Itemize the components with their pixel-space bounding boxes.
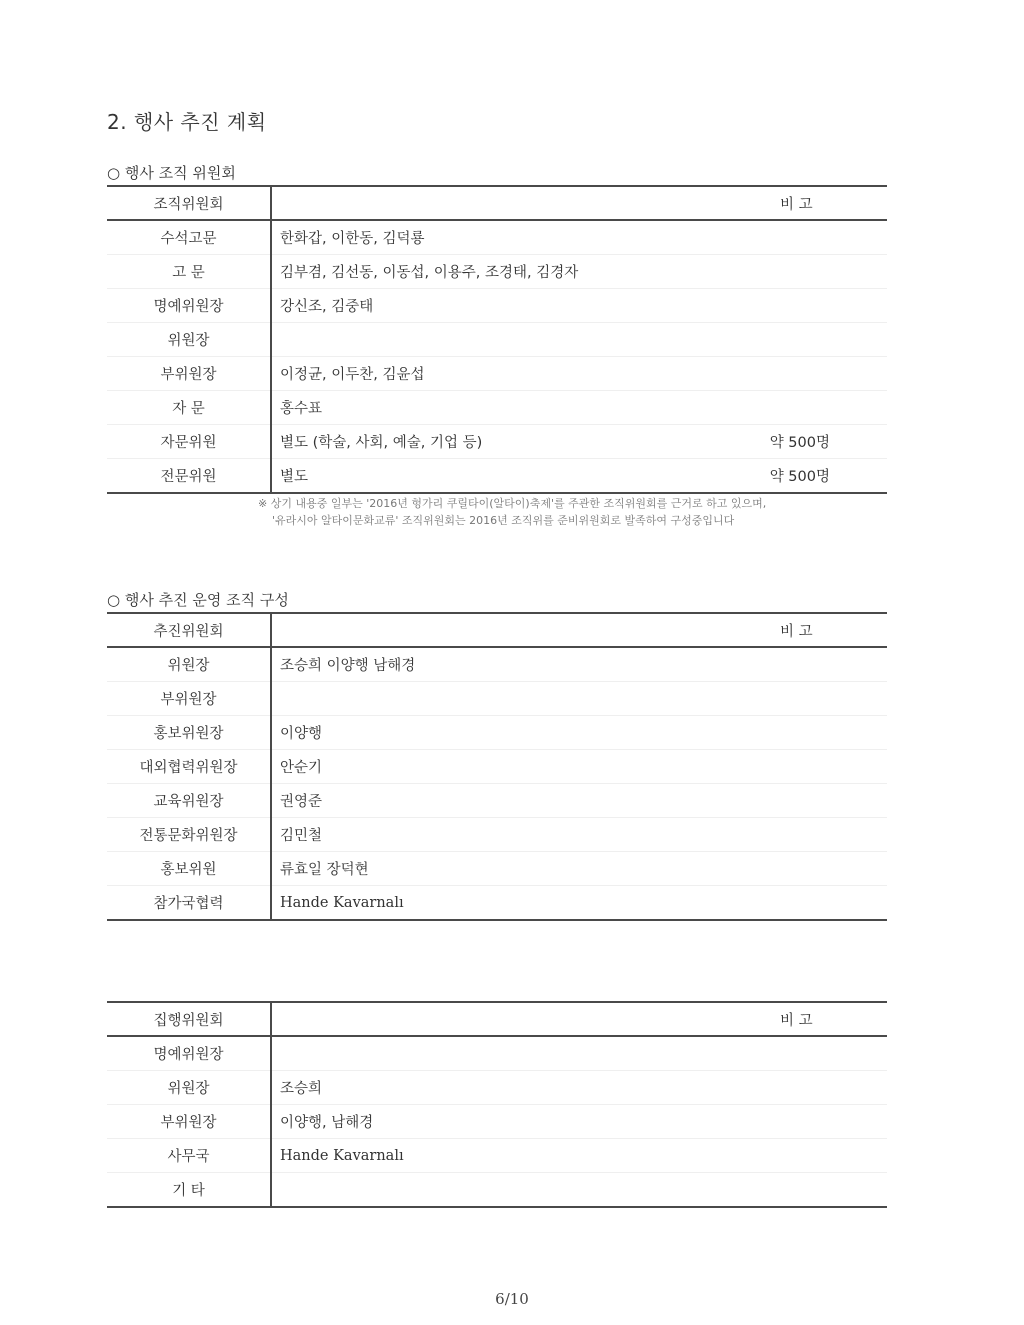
- header-blank: [271, 613, 714, 647]
- names-cell: [271, 1139, 887, 1173]
- table-row: [107, 220, 887, 255]
- header-note: 비 고: [714, 186, 887, 220]
- names-cell: [271, 886, 887, 921]
- table-row: [107, 647, 887, 682]
- role-cell: 자문위원: [107, 425, 271, 459]
- header-committee: 집행위원회: [107, 1002, 271, 1036]
- table-row: [107, 1036, 887, 1071]
- footnote-line-2: '유라시아 알타이문화교류' 조직위원회는 2016년 조직위를 준비위원회로 발족하여 구성중입니다: [272, 514, 735, 527]
- organizing-committee-table: [107, 185, 887, 494]
- section-title: 2. 행사 추진 계획: [107, 110, 267, 134]
- names-cell: 권영준: [271, 784, 887, 818]
- role-cell: 위원장: [107, 323, 271, 357]
- names-cell: 이양행: [271, 716, 887, 750]
- table-row: [107, 886, 887, 921]
- table-row: [107, 1071, 887, 1105]
- promotion-committee-table: [107, 612, 887, 921]
- table-row: [107, 391, 887, 425]
- note-cell: [714, 391, 887, 425]
- footnote-line-1: ※ 상기 내용중 일부는 '2016년 헝가리 쿠릴타이(알타이)축제'를 주관한 조직위원회를 근거로 하고 있으며,: [258, 497, 767, 510]
- names-cell: 강신조, 김중태: [271, 289, 714, 323]
- table-row: [107, 459, 887, 494]
- header-committee: 조직위원회: [107, 186, 271, 220]
- names-cell: [271, 323, 714, 357]
- promotion-subhead: ○ 행사 추진 운영 조직 구성: [107, 591, 289, 609]
- table-row: [107, 852, 887, 886]
- role-cell: 홍보위원장: [107, 716, 271, 750]
- role-cell: 부위원장: [107, 682, 271, 716]
- note-cell: [714, 357, 887, 391]
- header-committee: 추진위원회: [107, 613, 271, 647]
- role-cell: 고 문: [107, 255, 271, 289]
- table-header-row: [107, 613, 887, 647]
- role-cell: 수석고문: [107, 220, 271, 255]
- names-cell: [271, 1173, 887, 1208]
- header-blank: [271, 186, 714, 220]
- role-cell: 참가국협력: [107, 886, 271, 921]
- footnote: [258, 495, 766, 529]
- role-cell: 부위원장: [107, 357, 271, 391]
- table-row: [107, 425, 887, 459]
- executive-committee-table: [107, 1001, 887, 1208]
- table-header-row: [107, 1002, 887, 1036]
- names-cell: 김민철: [271, 818, 887, 852]
- role-cell: 교육위원장: [107, 784, 271, 818]
- names-cell: 안순기: [271, 750, 887, 784]
- table-row: [107, 784, 887, 818]
- table-row: [107, 1173, 887, 1208]
- table-row: [107, 289, 887, 323]
- role-cell: 명예위원장: [107, 1036, 271, 1071]
- role-cell: 전문위원: [107, 459, 271, 494]
- names-cell: 별도 (학술, 사회, 예술, 기업 등): [271, 425, 714, 459]
- names-cell: 홍수표: [271, 391, 714, 425]
- role-cell: 부위원장: [107, 1105, 271, 1139]
- table-row: [107, 1105, 887, 1139]
- role-cell: 위원장: [107, 1071, 271, 1105]
- names-cell: 김부겸, 김선동, 이동섭, 이용주, 조경태, 김경자: [271, 255, 714, 289]
- table-row: [107, 716, 887, 750]
- note-cell: [714, 255, 887, 289]
- table-row: [107, 818, 887, 852]
- header-note: 비 고: [714, 1002, 887, 1036]
- note-cell: 약 500명: [714, 425, 887, 459]
- role-cell: 기 타: [107, 1173, 271, 1208]
- names-cell: 조승희: [271, 1071, 887, 1105]
- names-cell: 이양행, 남해경: [271, 1105, 887, 1139]
- page-number: 6/10: [495, 1290, 529, 1308]
- committee-subhead: ○ 행사 조직 위원회: [107, 164, 236, 182]
- role-cell: 명예위원장: [107, 289, 271, 323]
- note-cell: [714, 289, 887, 323]
- names-cell: 이정균, 이두찬, 김윤섭: [271, 357, 714, 391]
- names-cell: [271, 682, 887, 716]
- role-cell: 홍보위원: [107, 852, 271, 886]
- role-cell: 대외협력위원장: [107, 750, 271, 784]
- names-cell: 한화갑, 이한동, 김덕룡: [271, 220, 714, 255]
- names-cell: 조승희 이양행 남해경: [271, 647, 887, 682]
- role-cell: 전통문화위원장: [107, 818, 271, 852]
- note-cell: [714, 323, 887, 357]
- table-row: [107, 255, 887, 289]
- role-cell: 위원장: [107, 647, 271, 682]
- header-blank: [271, 1002, 714, 1036]
- role-cell: 사무국: [107, 1139, 271, 1173]
- table-row: [107, 682, 887, 716]
- table-header-row: [107, 186, 887, 220]
- names-latin: Hande Kavarnalı: [280, 1147, 404, 1164]
- header-note: 비 고: [714, 613, 887, 647]
- table-row: [107, 357, 887, 391]
- names-latin: Hande Kavarnalı: [280, 894, 404, 911]
- names-cell: 류효일 장덕현: [271, 852, 887, 886]
- role-cell: 자 문: [107, 391, 271, 425]
- names-cell: 별도: [280, 469, 309, 485]
- table-row: [107, 1139, 887, 1173]
- names-cell: [271, 1036, 887, 1071]
- table-row: [107, 750, 887, 784]
- table-row: [107, 323, 887, 357]
- note-cell: [714, 220, 887, 255]
- note-cell: 약 500명: [769, 469, 830, 485]
